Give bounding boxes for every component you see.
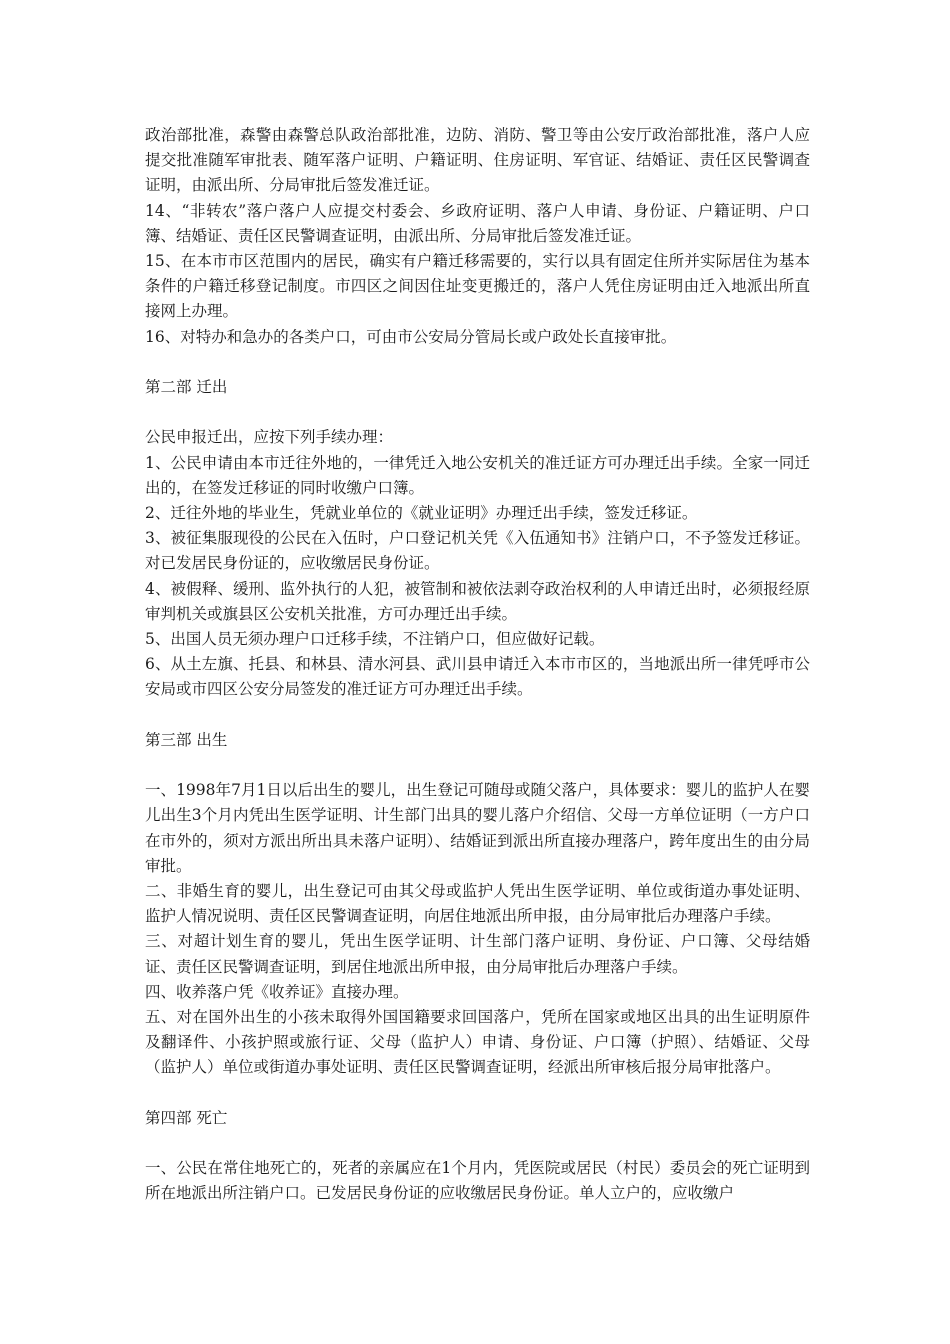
paragraph-birth-1: 一、1998年7月1日以后出生的婴儿，出生登记可随母或随父落户，具体要求：婴儿的监护人在婴儿出生3个月内凭出生医学证明、计生部门出具的婴儿落户介绍信、父母一方单位证明（一方户口在市外的，须对方派出所出具未落户证明）、结婚证到派出所直接办理落户，跨年度出生的由分局审批。 (145, 781, 810, 875)
paragraph-item-15: 15、在本市市区范围内的居民，确实有户籍迁移需要的，实行以具有固定住所并实际居住为基本条件的户籍迁移登记制度。市四区之间因住址变更搬迁的，落户人凭住房证明由迁入地派出所直接网上办理。 (145, 252, 810, 321)
paragraph-item-16: 16、对特办和急办的各类户口，可由市公安局分管局长或户政处长直接审批。 (145, 327, 677, 346)
section-heading-move-out: 第二部 迁出 (145, 378, 228, 397)
paragraph-move-out-4: 4、被假释、缓刑、监外执行的人犯，被管制和被依法剥夺政治权利的人申请迁出时，必须报经原审判机关或旗县区公安机关批准，方可办理迁出手续。 (145, 579, 810, 623)
spacer (145, 400, 810, 425)
paragraph-birth-5: 五、对在国外出生的小孩未取得外国国籍要求回国落户，凭所在国家或地区出具的出生证明原件及翻译件、小孩护照或旅行证、父母（监护人）申请、身份证、户口簿（护照）、结婚证、父母（监护人）单位或街道办事处证明、责任区民警调查证明，经派出所审核后报分局审批落户。 (145, 1008, 810, 1077)
paragraph-move-out-1: 1、公民申请由本市迁往外地的，一律凭迁入地公安机关的准迁证方可办理迁出手续。全家一同迁出的，在签发迁移证的同时收缴户口簿。 (145, 453, 810, 497)
paragraph-move-out-3: 3、被征集服现役的公民在入伍时，户口登记机关凭《入伍通知书》注销户口，不予签发迁移证。对已发居民身份证的，应收缴居民身份证。 (145, 529, 810, 573)
document-body (145, 123, 810, 1207)
paragraph-move-out-5: 5、出国人员无须办理户口迁移手续，不注销户口，但应做好记载。 (145, 630, 605, 649)
spacer (145, 350, 810, 375)
paragraph-birth-2: 二、非婚生育的婴儿，出生登记可由其父母或监护人凭出生医学证明、单位或街道办事处证明、监护人情况说明、责任区民警调查证明，向居住地派出所申报，由分局审批后办理落户手续。 (145, 882, 810, 926)
paragraph-death-1: 一、公民在常住地死亡的，死者的亲属应在1个月内，凭医院或居民（村民）委员会的死亡证明到所在地派出所注销户口。已发居民身份证的应收缴居民身份证。单人立户的，应收缴户 (145, 1159, 810, 1203)
paragraph-military-settlement: 政治部批准，森警由森警总队政治部批准，边防、消防、警卫等由公安厅政治部批准，落户人应提交批准随军审批表、随军落户证明、户籍证明、住房证明、军官证、结婚证、责任区民警调查证明，由派出所、分局审批后签发准迁证。 (145, 126, 810, 195)
paragraph-move-out-intro: 公民申报迁出，应按下列手续办理： (145, 428, 394, 447)
spacer (145, 1081, 810, 1106)
spacer (145, 703, 810, 728)
spacer (145, 1131, 810, 1156)
paragraph-birth-3: 三、对超计划生育的婴儿，凭出生医学证明、计生部门落户证明、身份证、户口簿、父母结婚证、责任区民警调查证明，到居住地派出所申报，由分局审批后办理落户手续。 (145, 932, 810, 976)
paragraph-move-out-2: 2、迁往外地的毕业生，凭就业单位的《就业证明》办理迁出手续，签发迁移证。 (145, 504, 698, 523)
paragraph-move-out-6: 6、从土左旗、托县、和林县、清水河县、武川县申请迁入本市市区的，当地派出所一律凭呼市公安局或市四区公安分局签发的准迁证方可办理迁出手续。 (145, 655, 810, 699)
section-heading-birth: 第三部 出生 (145, 730, 228, 749)
spacer (145, 753, 810, 778)
paragraph-birth-4: 四、收养落户凭《收养证》直接办理。 (145, 982, 409, 1001)
section-heading-death: 第四部 死亡 (145, 1108, 228, 1127)
paragraph-item-14: 14、“非转农”落户落户人应提交村委会、乡政府证明、落户人申请、身份证、户籍证明、户口簿、结婚证、责任区民警调查证明，由派出所、分局审批后签发准迁证。 (145, 201, 810, 245)
